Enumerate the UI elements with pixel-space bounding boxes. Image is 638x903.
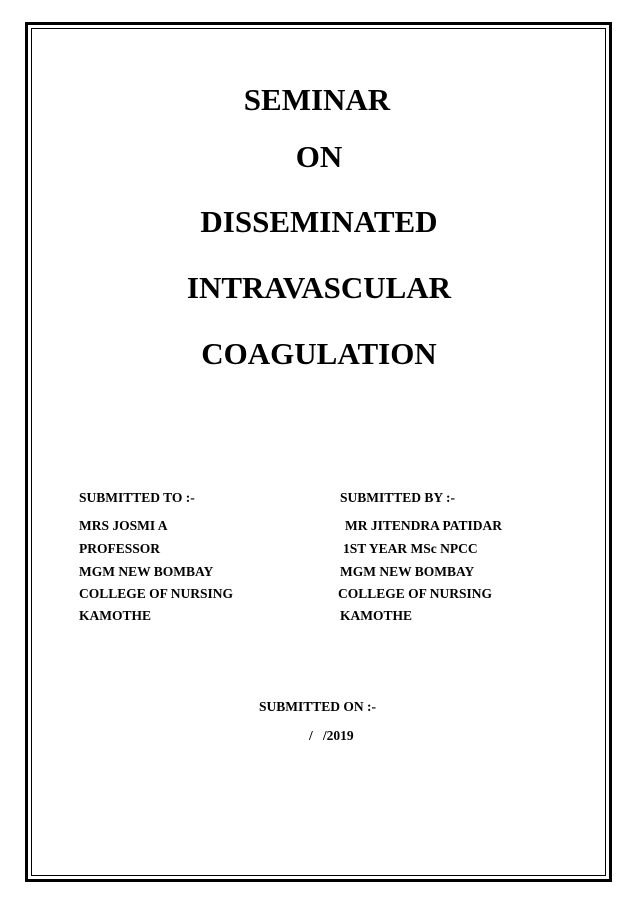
- submitted-to-institution-line1: MGM NEW BOMBAY: [79, 564, 214, 579]
- submitted-to-place: KAMOTHE: [79, 608, 152, 623]
- submitted-by-name: MR JITENDRA PATIDAR: [345, 518, 503, 533]
- title-intravascular: INTRAVASCULAR: [186, 270, 452, 305]
- title-disseminated: DISSEMINATED: [200, 204, 438, 239]
- submitted-by-place: KAMOTHE: [340, 608, 413, 623]
- submitted-by-institution-line1: MGM NEW BOMBAY: [340, 564, 475, 579]
- submitted-by-heading: SUBMITTED BY :-: [340, 490, 456, 505]
- submitted-to-heading: SUBMITTED TO :-: [79, 490, 195, 505]
- submitted-to-institution-line2: COLLEGE OF NURSING: [79, 586, 234, 601]
- submitted-to-designation: PROFESSOR: [79, 541, 161, 556]
- submitted-on-heading: SUBMITTED ON :-: [259, 699, 377, 714]
- submitted-to-name: MRS JOSMI A: [79, 518, 168, 533]
- title-coagulation: COAGULATION: [201, 336, 437, 371]
- submitted-by-designation: 1ST YEAR MSc NPCC: [343, 541, 478, 556]
- title-seminar: SEMINAR: [243, 82, 391, 117]
- submitted-by-institution-line2: COLLEGE OF NURSING: [338, 586, 493, 601]
- submitted-on-date: / /2019: [309, 728, 354, 743]
- title-on: ON: [295, 139, 343, 174]
